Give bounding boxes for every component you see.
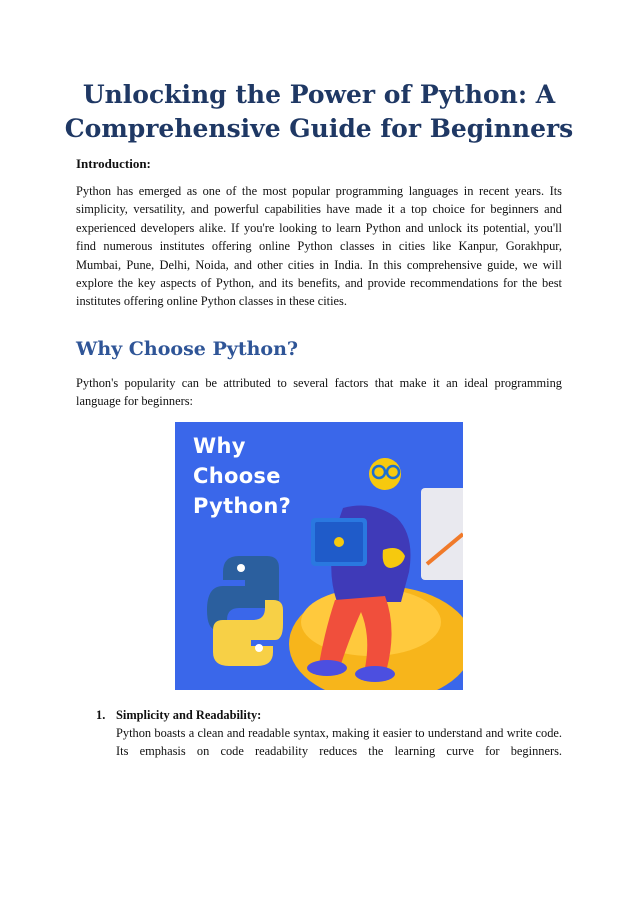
illustration-line-2: Choose bbox=[193, 464, 281, 488]
introduction-heading: Introduction: bbox=[76, 156, 151, 171]
introduction-paragraph: Python has emerged as one of the most popular programming languages in recent years. Its simplicity, versatility, and powerful capabilities have made it a top choice for beginners and experienced developers alike. If you're looking to learn Python and unlock its potential, you'll find numerous institutes offering online Python classes in cities like Kanpur, Gorakhpur, Mumbai, Pune, Delhi, Noida, and other cities in India. In this comprehensive guide, we will explore the key aspects of Python, and its benefits, and provide recommendations for the best institutes offering online Python classes in these cities. bbox=[76, 184, 562, 309]
illustration-line-3: Python? bbox=[193, 494, 292, 518]
why-choose-python-paragraph: Python's popularity can be attributed to several factors that make it an ideal programming language for beginners: bbox=[76, 376, 562, 409]
illustration-artwork bbox=[175, 422, 463, 690]
why-choose-python-illustration bbox=[175, 422, 463, 690]
list-item-title: Simplicity and Readability: bbox=[116, 708, 262, 722]
why-choose-python-heading: Why Choose Python? bbox=[76, 338, 299, 360]
laptop-screen-right bbox=[421, 488, 463, 580]
list-item-body: Python boasts a clean and readable syntax, making it easier to understand and write code. Its emphasis on code readability reduces the learning curve for beginners. bbox=[116, 726, 562, 759]
python-logo-icon bbox=[207, 556, 283, 666]
illustration-line-1: Why bbox=[193, 434, 246, 458]
document-title: Unlocking the Power of Python: A Comprehensive Guide for Beginners bbox=[64, 80, 574, 143]
person-shoe-left bbox=[307, 660, 347, 676]
laptop-icon bbox=[311, 518, 367, 566]
list-item-number: 1. bbox=[96, 708, 106, 722]
person-shoe-right bbox=[355, 666, 395, 682]
